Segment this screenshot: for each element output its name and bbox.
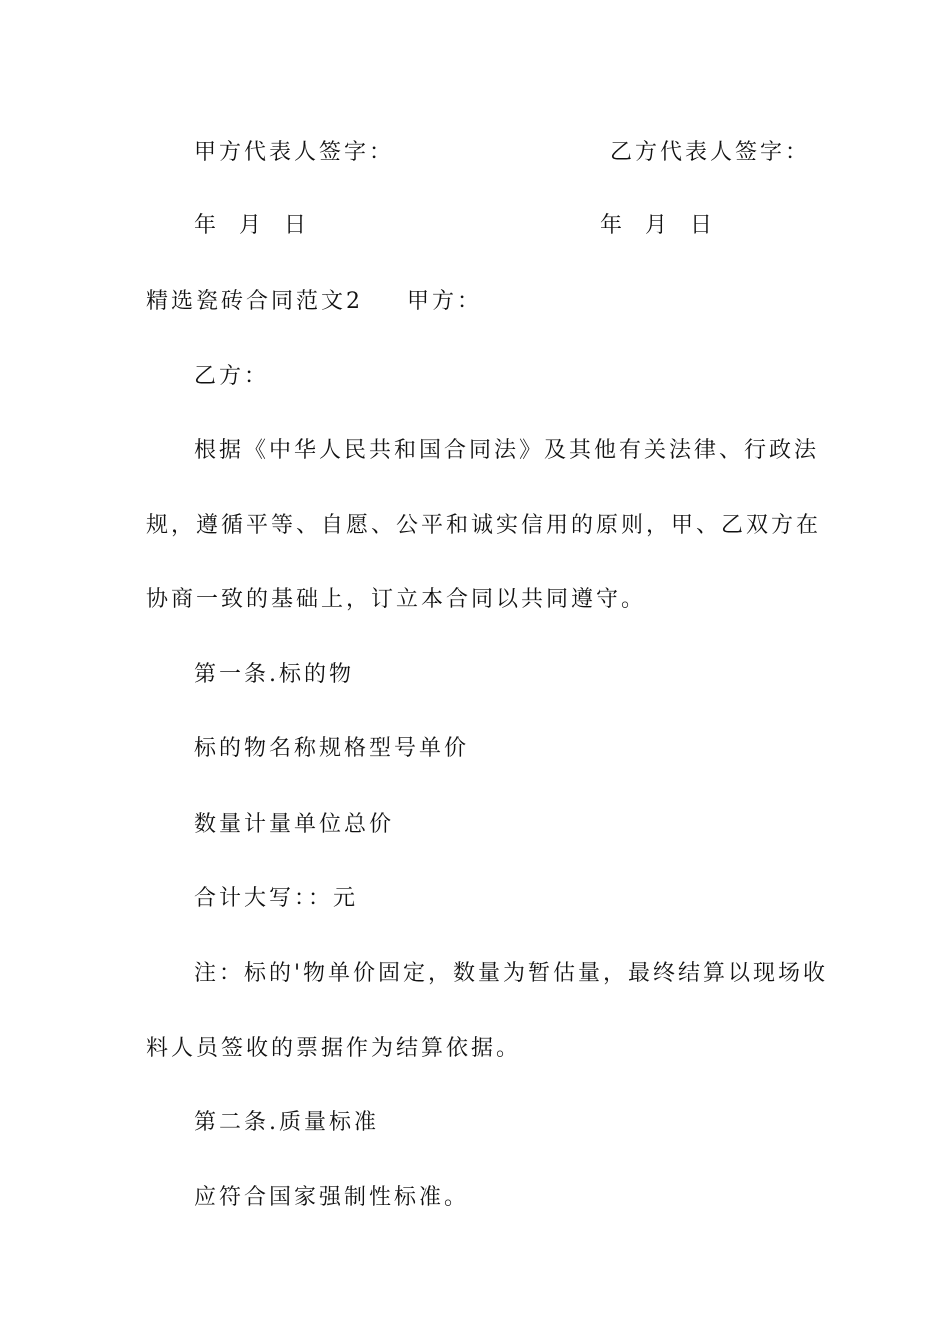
date-year: 年: [600, 213, 626, 238]
note-line-1: 注：标的'物单价固定，数量为暂估量，最终结算以现场收: [194, 961, 829, 986]
party-b-label: 乙方：: [194, 364, 270, 389]
preamble-line-2: 规，遵循平等、自愿、公平和诚实信用的原则，甲、乙双方在: [146, 513, 822, 538]
article-1-line-3: 合计大写：：元: [194, 886, 359, 911]
date-day: 日: [690, 213, 716, 238]
article-2-line-1: 应符合国家强制性标准。: [194, 1185, 470, 1210]
party-b-signature-label: 乙方代表人签字：: [610, 140, 811, 165]
article-1-line-2: 数量计量单位总价: [194, 812, 395, 837]
date-year: 年: [194, 213, 220, 238]
contract-title: 精选瓷砖合同范文2: [146, 289, 363, 314]
party-a-signature-label: 甲方代表人签字：: [194, 140, 395, 165]
party-a-label: 甲方：: [407, 289, 483, 314]
note-line-2: 料人员签收的票据作为结算依据。: [146, 1036, 522, 1061]
article-2-title: 第二条.质量标准: [194, 1110, 379, 1135]
date-month: 月: [645, 213, 671, 238]
article-1-title: 第一条.标的物: [194, 662, 354, 687]
preamble-line-3: 协商一致的基础上，订立本合同以共同遵守。: [146, 587, 647, 612]
party-a-date: [194, 211, 309, 241]
preamble-line-1: 根据《中华人民共和国合同法》及其他有关法律、行政法: [194, 438, 820, 463]
date-day: 日: [284, 213, 310, 238]
party-b-date: [600, 211, 715, 241]
contract-title-line: [146, 287, 482, 317]
date-month: 月: [239, 213, 265, 238]
article-1-line-1: 标的物名称规格型号单价: [194, 736, 470, 761]
